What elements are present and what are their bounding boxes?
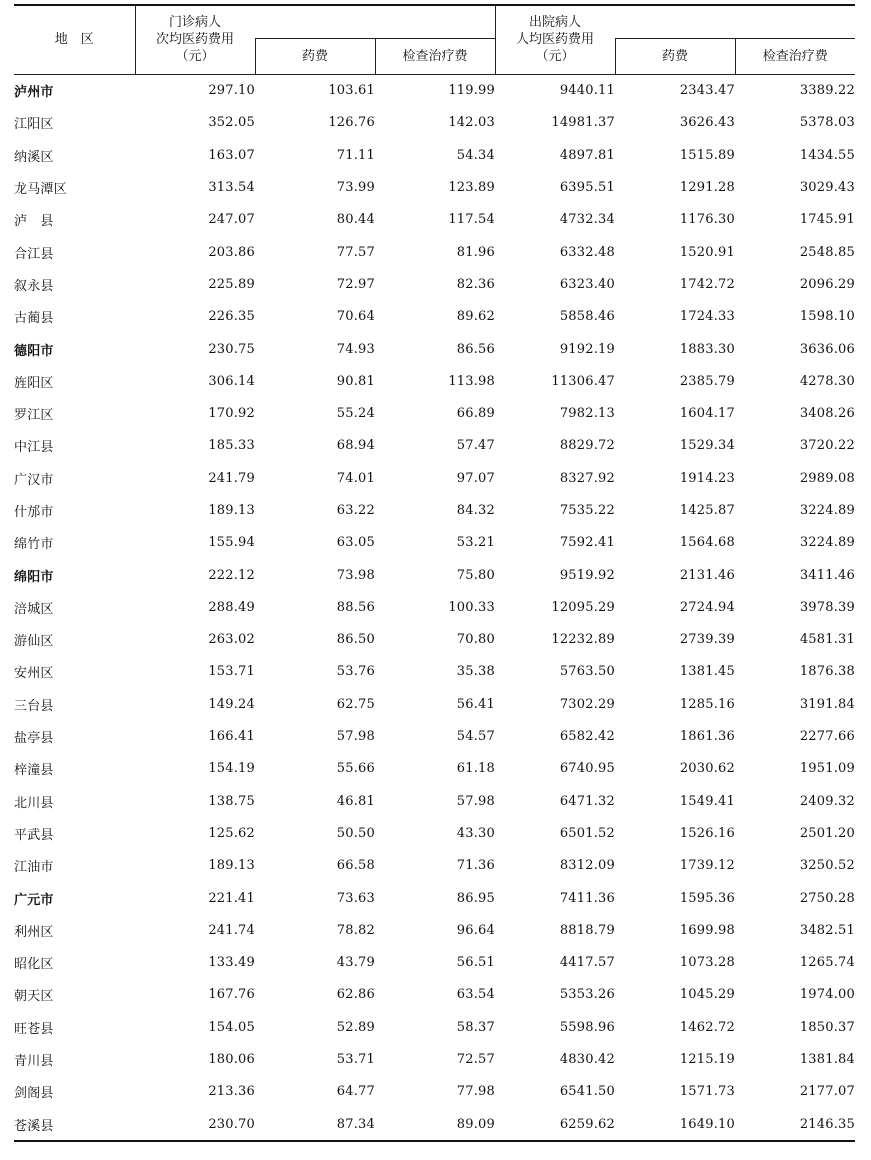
table-row bbox=[14, 947, 855, 979]
inpatient-exam-cell: 2750.28 bbox=[799, 890, 855, 906]
outpatient-avg-cell: 247.07 bbox=[208, 212, 255, 228]
inpatient-avg-cell: 8312.09 bbox=[559, 858, 615, 874]
inpatient-exam-cell: 2409.32 bbox=[799, 793, 855, 809]
inpatient-drug-cell: 1073.28 bbox=[679, 955, 735, 971]
table-row bbox=[14, 1043, 855, 1075]
table-row bbox=[14, 236, 855, 268]
outpatient-avg-cell: 241.74 bbox=[208, 922, 255, 938]
inpatient-avg-cell: 5598.96 bbox=[559, 1019, 615, 1035]
outpatient-avg-cell: 226.35 bbox=[208, 309, 255, 325]
table-row bbox=[14, 1108, 855, 1141]
outpatient-drug-cell: 57.98 bbox=[336, 729, 375, 745]
outpatient-drug-cell: 46.81 bbox=[336, 793, 375, 809]
outpatient-avg-cell: 230.70 bbox=[135, 1108, 255, 1141]
city-row bbox=[14, 559, 855, 591]
header-inpatient-line1: 出院病人 bbox=[528, 15, 581, 31]
inpatient-drug-cell: 1520.91 bbox=[679, 244, 735, 260]
inpatient-drug-cell: 1549.41 bbox=[679, 793, 735, 809]
inpatient-exam-cell: 2146.35 bbox=[735, 1108, 855, 1141]
outpatient-drug-cell: 87.34 bbox=[255, 1108, 375, 1141]
table-row bbox=[14, 494, 855, 526]
header-outpatient-spacer bbox=[255, 5, 495, 38]
table-row bbox=[14, 656, 855, 688]
outpatient-exam-cell: 119.99 bbox=[448, 83, 495, 99]
inpatient-exam-cell: 1745.91 bbox=[799, 212, 855, 228]
inpatient-exam-cell: 3224.89 bbox=[799, 535, 855, 551]
outpatient-exam-cell: 63.54 bbox=[456, 987, 495, 1003]
inpatient-exam-cell: 1381.84 bbox=[799, 1052, 855, 1068]
table-row bbox=[14, 753, 855, 785]
outpatient-avg-cell: 180.06 bbox=[208, 1052, 255, 1068]
outpatient-exam-cell: 43.30 bbox=[456, 825, 495, 841]
inpatient-drug-cell: 1861.36 bbox=[679, 729, 735, 745]
outpatient-avg-cell: 185.33 bbox=[208, 438, 255, 454]
outpatient-drug-cell: 50.50 bbox=[336, 825, 375, 841]
outpatient-avg-cell: 241.79 bbox=[208, 470, 255, 486]
inpatient-drug-cell: 2343.47 bbox=[679, 83, 735, 99]
inpatient-exam-cell: 3411.46 bbox=[799, 567, 855, 583]
header-inpatient-exam: 检查治疗费 bbox=[735, 38, 855, 74]
outpatient-exam-cell: 123.89 bbox=[448, 180, 495, 196]
outpatient-exam-cell: 86.95 bbox=[456, 890, 495, 906]
inpatient-avg-cell: 12095.29 bbox=[551, 599, 615, 615]
outpatient-drug-cell: 126.76 bbox=[328, 115, 375, 131]
outpatient-drug-cell: 78.82 bbox=[336, 922, 375, 938]
outpatient-exam-cell: 100.33 bbox=[448, 599, 495, 615]
region-name: 龙马潭区 bbox=[14, 182, 67, 198]
inpatient-exam-cell: 2277.66 bbox=[799, 729, 855, 745]
inpatient-drug-cell: 1724.33 bbox=[679, 309, 735, 325]
inpatient-avg-cell: 7302.29 bbox=[559, 696, 615, 712]
inpatient-drug-cell: 1425.87 bbox=[679, 503, 735, 518]
inpatient-drug-cell: 1564.68 bbox=[679, 535, 735, 551]
outpatient-drug-cell: 72.97 bbox=[336, 276, 375, 292]
header-inpatient bbox=[495, 5, 615, 74]
inpatient-exam-cell: 2177.07 bbox=[799, 1084, 855, 1100]
outpatient-avg-cell: 230.75 bbox=[208, 341, 255, 357]
table-row bbox=[14, 268, 855, 300]
inpatient-exam-cell: 2501.20 bbox=[799, 825, 855, 841]
inpatient-avg-cell: 9192.19 bbox=[559, 341, 615, 357]
region-name: 罗江区 bbox=[14, 408, 54, 424]
table-row bbox=[14, 107, 855, 139]
inpatient-avg-cell: 8829.72 bbox=[559, 438, 615, 454]
inpatient-drug-cell: 1381.45 bbox=[679, 664, 735, 680]
inpatient-drug-cell: 2385.79 bbox=[679, 373, 735, 389]
outpatient-exam-cell: 89.62 bbox=[456, 309, 495, 325]
header-inpatient-drug: 药费 bbox=[615, 38, 735, 74]
outpatient-avg-cell: 297.10 bbox=[208, 83, 255, 99]
region-name: 德阳市 bbox=[14, 343, 54, 359]
outpatient-avg-cell: 138.75 bbox=[208, 793, 255, 809]
inpatient-avg-cell: 6501.52 bbox=[559, 825, 615, 841]
outpatient-avg-cell: 203.86 bbox=[208, 244, 255, 260]
region-name: 绵阳市 bbox=[14, 569, 54, 585]
region-name: 旌阳区 bbox=[14, 375, 54, 391]
outpatient-exam-cell: 96.64 bbox=[456, 922, 495, 938]
outpatient-exam-cell: 56.51 bbox=[456, 955, 495, 971]
outpatient-drug-cell: 73.99 bbox=[336, 180, 375, 196]
outpatient-exam-cell: 84.32 bbox=[456, 503, 495, 518]
outpatient-exam-cell: 57.98 bbox=[456, 793, 495, 809]
header-outpatient-drug: 药费 bbox=[255, 38, 375, 74]
outpatient-drug-cell: 90.81 bbox=[336, 373, 375, 389]
region-name: 昭化区 bbox=[14, 957, 54, 973]
inpatient-exam-cell: 4581.31 bbox=[799, 632, 855, 648]
inpatient-exam-cell: 3224.89 bbox=[799, 503, 855, 518]
outpatient-avg-cell: 155.94 bbox=[208, 535, 255, 551]
header-outpatient-exam: 检查治疗费 bbox=[375, 38, 495, 74]
inpatient-drug-cell: 1699.98 bbox=[679, 922, 735, 938]
region-name: 广汉市 bbox=[14, 472, 54, 488]
inpatient-avg-cell: 7411.36 bbox=[559, 890, 615, 906]
region-name: 绵竹市 bbox=[14, 537, 54, 553]
outpatient-avg-cell: 163.07 bbox=[208, 147, 255, 163]
region-name: 盐亭县 bbox=[14, 731, 54, 747]
inpatient-drug-cell: 1883.30 bbox=[679, 341, 735, 357]
region-name: 利州区 bbox=[14, 924, 54, 940]
outpatient-drug-cell: 73.98 bbox=[336, 567, 375, 583]
outpatient-avg-cell: 149.24 bbox=[208, 696, 255, 712]
inpatient-drug-cell: 1649.10 bbox=[615, 1108, 735, 1141]
table-row bbox=[14, 914, 855, 946]
inpatient-drug-cell: 3626.43 bbox=[679, 115, 735, 131]
header-region-label: 地 区 bbox=[54, 32, 94, 48]
inpatient-drug-cell: 1604.17 bbox=[679, 406, 735, 422]
header-region bbox=[14, 5, 135, 74]
inpatient-drug-cell: 1526.16 bbox=[679, 825, 735, 841]
table-row bbox=[14, 720, 855, 752]
outpatient-drug-cell: 68.94 bbox=[336, 438, 375, 454]
inpatient-drug-cell: 1595.36 bbox=[679, 890, 735, 906]
table-row bbox=[14, 785, 855, 817]
inpatient-exam-cell: 1951.09 bbox=[799, 761, 855, 777]
outpatient-drug-cell: 74.01 bbox=[336, 470, 375, 486]
region-name: 苍溪县 bbox=[14, 1108, 135, 1141]
outpatient-exam-cell: 81.96 bbox=[456, 244, 495, 260]
outpatient-exam-cell: 142.03 bbox=[448, 115, 495, 131]
inpatient-avg-cell: 6259.62 bbox=[495, 1108, 615, 1141]
outpatient-avg-cell: 213.36 bbox=[208, 1084, 255, 1100]
table-row bbox=[14, 1011, 855, 1043]
outpatient-avg-cell: 225.89 bbox=[208, 276, 255, 292]
outpatient-exam-cell: 54.57 bbox=[456, 729, 495, 745]
region-name: 什邡市 bbox=[14, 505, 54, 520]
outpatient-drug-cell: 71.11 bbox=[336, 147, 375, 163]
inpatient-avg-cell: 6740.95 bbox=[559, 761, 615, 777]
inpatient-exam-cell: 3978.39 bbox=[799, 599, 855, 615]
inpatient-avg-cell: 6541.50 bbox=[559, 1084, 615, 1100]
table-row bbox=[14, 817, 855, 849]
outpatient-exam-cell: 56.41 bbox=[456, 696, 495, 712]
outpatient-drug-cell: 63.05 bbox=[336, 535, 375, 551]
outpatient-avg-cell: 153.71 bbox=[208, 664, 255, 680]
inpatient-exam-cell: 1974.00 bbox=[799, 987, 855, 1003]
outpatient-avg-cell: 166.41 bbox=[208, 729, 255, 745]
inpatient-exam-cell: 3482.51 bbox=[799, 922, 855, 938]
outpatient-drug-cell: 43.79 bbox=[336, 955, 375, 971]
table-row bbox=[14, 850, 855, 882]
table-row bbox=[14, 527, 855, 559]
outpatient-avg-cell: 221.41 bbox=[208, 890, 255, 906]
inpatient-avg-cell: 4897.81 bbox=[559, 147, 615, 163]
header-outpatient-line1: 门诊病人 bbox=[168, 15, 221, 31]
outpatient-drug-cell: 55.24 bbox=[336, 406, 375, 422]
outpatient-drug-cell: 103.61 bbox=[328, 83, 375, 99]
table-row bbox=[14, 591, 855, 623]
inpatient-avg-cell: 7592.41 bbox=[559, 535, 615, 551]
inpatient-drug-cell: 1529.34 bbox=[679, 438, 735, 454]
region-name: 游仙区 bbox=[14, 634, 54, 650]
inpatient-exam-cell: 3191.84 bbox=[799, 696, 855, 712]
outpatient-drug-cell: 70.64 bbox=[336, 309, 375, 325]
outpatient-exam-cell: 75.80 bbox=[456, 567, 495, 583]
outpatient-avg-cell: 288.49 bbox=[208, 599, 255, 615]
inpatient-exam-cell: 1434.55 bbox=[799, 147, 855, 163]
region-name: 泸 县 bbox=[14, 214, 54, 230]
region-name: 江油市 bbox=[14, 860, 54, 876]
outpatient-drug-cell: 88.56 bbox=[336, 599, 375, 615]
outpatient-exam-cell: 57.47 bbox=[456, 438, 495, 454]
inpatient-drug-cell: 2739.39 bbox=[679, 632, 735, 648]
inpatient-drug-cell: 1215.19 bbox=[679, 1052, 735, 1068]
outpatient-avg-cell: 167.76 bbox=[208, 987, 255, 1003]
table-row bbox=[14, 462, 855, 494]
inpatient-avg-cell: 9519.92 bbox=[559, 567, 615, 583]
city-row bbox=[14, 74, 855, 107]
inpatient-exam-cell: 1265.74 bbox=[799, 955, 855, 971]
region-name: 平武县 bbox=[14, 827, 54, 843]
inpatient-avg-cell: 5353.26 bbox=[559, 987, 615, 1003]
header-outpatient bbox=[135, 5, 255, 74]
inpatient-exam-cell: 3029.43 bbox=[799, 180, 855, 196]
inpatient-avg-cell: 8327.92 bbox=[559, 470, 615, 486]
inpatient-exam-cell: 3636.06 bbox=[799, 341, 855, 357]
outpatient-exam-cell: 89.09 bbox=[375, 1108, 495, 1141]
region-name: 广元市 bbox=[14, 892, 54, 908]
region-name: 青川县 bbox=[14, 1054, 54, 1070]
outpatient-drug-cell: 80.44 bbox=[336, 212, 375, 228]
outpatient-exam-cell: 61.18 bbox=[456, 761, 495, 777]
region-name: 剑阁县 bbox=[14, 1086, 54, 1102]
outpatient-exam-cell: 113.98 bbox=[448, 373, 495, 389]
inpatient-exam-cell: 1876.38 bbox=[799, 664, 855, 680]
inpatient-avg-cell: 6395.51 bbox=[559, 180, 615, 196]
inpatient-drug-cell: 1742.72 bbox=[679, 276, 735, 292]
outpatient-exam-cell: 66.89 bbox=[456, 406, 495, 422]
outpatient-drug-cell: 62.86 bbox=[336, 987, 375, 1003]
inpatient-exam-cell: 3389.22 bbox=[799, 83, 855, 99]
table-row bbox=[14, 624, 855, 656]
table-row bbox=[14, 171, 855, 203]
header-outpatient-line2: 次均医药费用 bbox=[155, 32, 234, 48]
region-name: 安州区 bbox=[14, 666, 54, 682]
outpatient-drug-cell: 53.76 bbox=[336, 664, 375, 680]
region-name: 涪城区 bbox=[14, 601, 54, 617]
outpatient-drug-cell: 62.75 bbox=[336, 696, 375, 712]
outpatient-exam-cell: 97.07 bbox=[456, 470, 495, 486]
inpatient-exam-cell: 3408.26 bbox=[799, 406, 855, 422]
inpatient-exam-cell: 3250.52 bbox=[799, 858, 855, 874]
inpatient-drug-cell: 1291.28 bbox=[679, 180, 735, 196]
inpatient-avg-cell: 6471.32 bbox=[559, 793, 615, 809]
outpatient-avg-cell: 263.02 bbox=[208, 632, 255, 648]
inpatient-drug-cell: 1045.29 bbox=[679, 987, 735, 1003]
inpatient-avg-cell: 5763.50 bbox=[559, 664, 615, 680]
table-row bbox=[14, 301, 855, 333]
city-row bbox=[14, 333, 855, 365]
region-name: 三台县 bbox=[14, 698, 54, 714]
outpatient-avg-cell: 154.05 bbox=[208, 1019, 255, 1035]
outpatient-exam-cell: 53.21 bbox=[456, 535, 495, 551]
region-name: 合江县 bbox=[14, 246, 54, 262]
region-name: 叙永县 bbox=[14, 278, 54, 294]
outpatient-avg-cell: 133.49 bbox=[208, 955, 255, 971]
inpatient-avg-cell: 11306.47 bbox=[551, 373, 615, 389]
inpatient-exam-cell: 2096.29 bbox=[799, 276, 855, 292]
outpatient-avg-cell: 125.62 bbox=[208, 825, 255, 841]
header-inpatient-line2: 人均医药费用 bbox=[515, 32, 594, 48]
outpatient-avg-cell: 170.92 bbox=[208, 406, 255, 422]
region-name: 梓潼县 bbox=[14, 763, 54, 779]
outpatient-drug-cell: 55.66 bbox=[336, 761, 375, 777]
outpatient-exam-cell: 70.80 bbox=[456, 632, 495, 648]
table-body bbox=[14, 74, 855, 1141]
inpatient-avg-cell: 6582.42 bbox=[559, 729, 615, 745]
header-outpatient-line3: （元） bbox=[175, 49, 215, 65]
inpatient-exam-cell: 5378.03 bbox=[799, 115, 855, 131]
inpatient-avg-cell: 14981.37 bbox=[551, 115, 615, 131]
outpatient-exam-cell: 58.37 bbox=[456, 1019, 495, 1035]
outpatient-avg-cell: 352.05 bbox=[208, 115, 255, 131]
inpatient-avg-cell: 6323.40 bbox=[559, 276, 615, 292]
outpatient-drug-cell: 74.93 bbox=[336, 341, 375, 357]
outpatient-drug-cell: 63.22 bbox=[336, 503, 375, 518]
outpatient-drug-cell: 66.58 bbox=[336, 858, 375, 874]
outpatient-drug-cell: 73.63 bbox=[336, 890, 375, 906]
inpatient-avg-cell: 4417.57 bbox=[559, 955, 615, 971]
outpatient-exam-cell: 86.56 bbox=[456, 341, 495, 357]
inpatient-avg-cell: 7535.22 bbox=[559, 503, 615, 518]
inpatient-avg-cell: 4830.42 bbox=[559, 1052, 615, 1068]
inpatient-exam-cell: 2989.08 bbox=[799, 470, 855, 486]
inpatient-avg-cell: 9440.11 bbox=[559, 83, 615, 99]
inpatient-exam-cell: 3720.22 bbox=[799, 438, 855, 454]
region-name: 朝天区 bbox=[14, 989, 54, 1005]
inpatient-avg-cell: 12232.89 bbox=[551, 632, 615, 648]
inpatient-avg-cell: 5858.46 bbox=[559, 309, 615, 325]
inpatient-exam-cell: 1850.37 bbox=[799, 1019, 855, 1035]
inpatient-avg-cell: 7982.13 bbox=[559, 406, 615, 422]
outpatient-avg-cell: 306.14 bbox=[208, 373, 255, 389]
inpatient-avg-cell: 4732.34 bbox=[559, 212, 615, 228]
outpatient-exam-cell: 117.54 bbox=[448, 212, 495, 228]
region-name: 旺苍县 bbox=[14, 1021, 54, 1037]
outpatient-drug-cell: 64.77 bbox=[336, 1084, 375, 1100]
outpatient-exam-cell: 35.38 bbox=[456, 664, 495, 680]
inpatient-exam-cell: 1598.10 bbox=[799, 309, 855, 325]
inpatient-drug-cell: 2724.94 bbox=[679, 599, 735, 615]
outpatient-exam-cell: 54.34 bbox=[456, 147, 495, 163]
table-row bbox=[14, 979, 855, 1011]
table-row bbox=[14, 688, 855, 720]
table-header bbox=[14, 5, 855, 74]
region-name: 中江县 bbox=[14, 440, 54, 456]
table-row bbox=[14, 397, 855, 429]
inpatient-drug-cell: 2131.46 bbox=[679, 567, 735, 583]
outpatient-exam-cell: 82.36 bbox=[456, 276, 495, 292]
region-name: 古蔺县 bbox=[14, 311, 54, 327]
city-row bbox=[14, 882, 855, 914]
outpatient-avg-cell: 154.19 bbox=[208, 761, 255, 777]
inpatient-drug-cell: 1462.72 bbox=[679, 1019, 735, 1035]
header-inpatient-spacer bbox=[615, 5, 855, 38]
region-name: 北川县 bbox=[14, 795, 54, 811]
inpatient-drug-cell: 1914.23 bbox=[679, 470, 735, 486]
inpatient-drug-cell: 1515.89 bbox=[679, 147, 735, 163]
table-row bbox=[14, 430, 855, 462]
table-row bbox=[14, 139, 855, 171]
outpatient-avg-cell: 313.54 bbox=[208, 180, 255, 196]
outpatient-exam-cell: 71.36 bbox=[456, 858, 495, 874]
inpatient-drug-cell: 1176.30 bbox=[679, 212, 735, 228]
outpatient-exam-cell: 72.57 bbox=[456, 1052, 495, 1068]
table-row bbox=[14, 365, 855, 397]
outpatient-drug-cell: 86.50 bbox=[336, 632, 375, 648]
outpatient-avg-cell: 222.12 bbox=[208, 567, 255, 583]
inpatient-avg-cell: 6332.48 bbox=[559, 244, 615, 260]
outpatient-avg-cell: 189.13 bbox=[208, 858, 255, 874]
region-name: 纳溪区 bbox=[14, 149, 54, 165]
inpatient-exam-cell: 2548.85 bbox=[799, 244, 855, 260]
outpatient-exam-cell: 77.98 bbox=[456, 1084, 495, 1100]
inpatient-drug-cell: 1285.16 bbox=[679, 696, 735, 712]
table-row bbox=[14, 204, 855, 236]
table-row bbox=[14, 1076, 855, 1108]
inpatient-drug-cell: 2030.62 bbox=[679, 761, 735, 777]
outpatient-drug-cell: 53.71 bbox=[336, 1052, 375, 1068]
inpatient-drug-cell: 1739.12 bbox=[679, 858, 735, 874]
outpatient-drug-cell: 77.57 bbox=[336, 244, 375, 260]
outpatient-avg-cell: 189.13 bbox=[208, 503, 255, 518]
region-name: 江阳区 bbox=[14, 117, 54, 133]
outpatient-drug-cell: 52.89 bbox=[336, 1019, 375, 1035]
region-name: 泸州市 bbox=[14, 85, 54, 101]
inpatient-drug-cell: 1571.73 bbox=[679, 1084, 735, 1100]
medical-expense-table bbox=[14, 4, 855, 1142]
inpatient-exam-cell: 4278.30 bbox=[799, 373, 855, 389]
inpatient-avg-cell: 8818.79 bbox=[559, 922, 615, 938]
header-inpatient-line3: （元） bbox=[535, 49, 575, 65]
